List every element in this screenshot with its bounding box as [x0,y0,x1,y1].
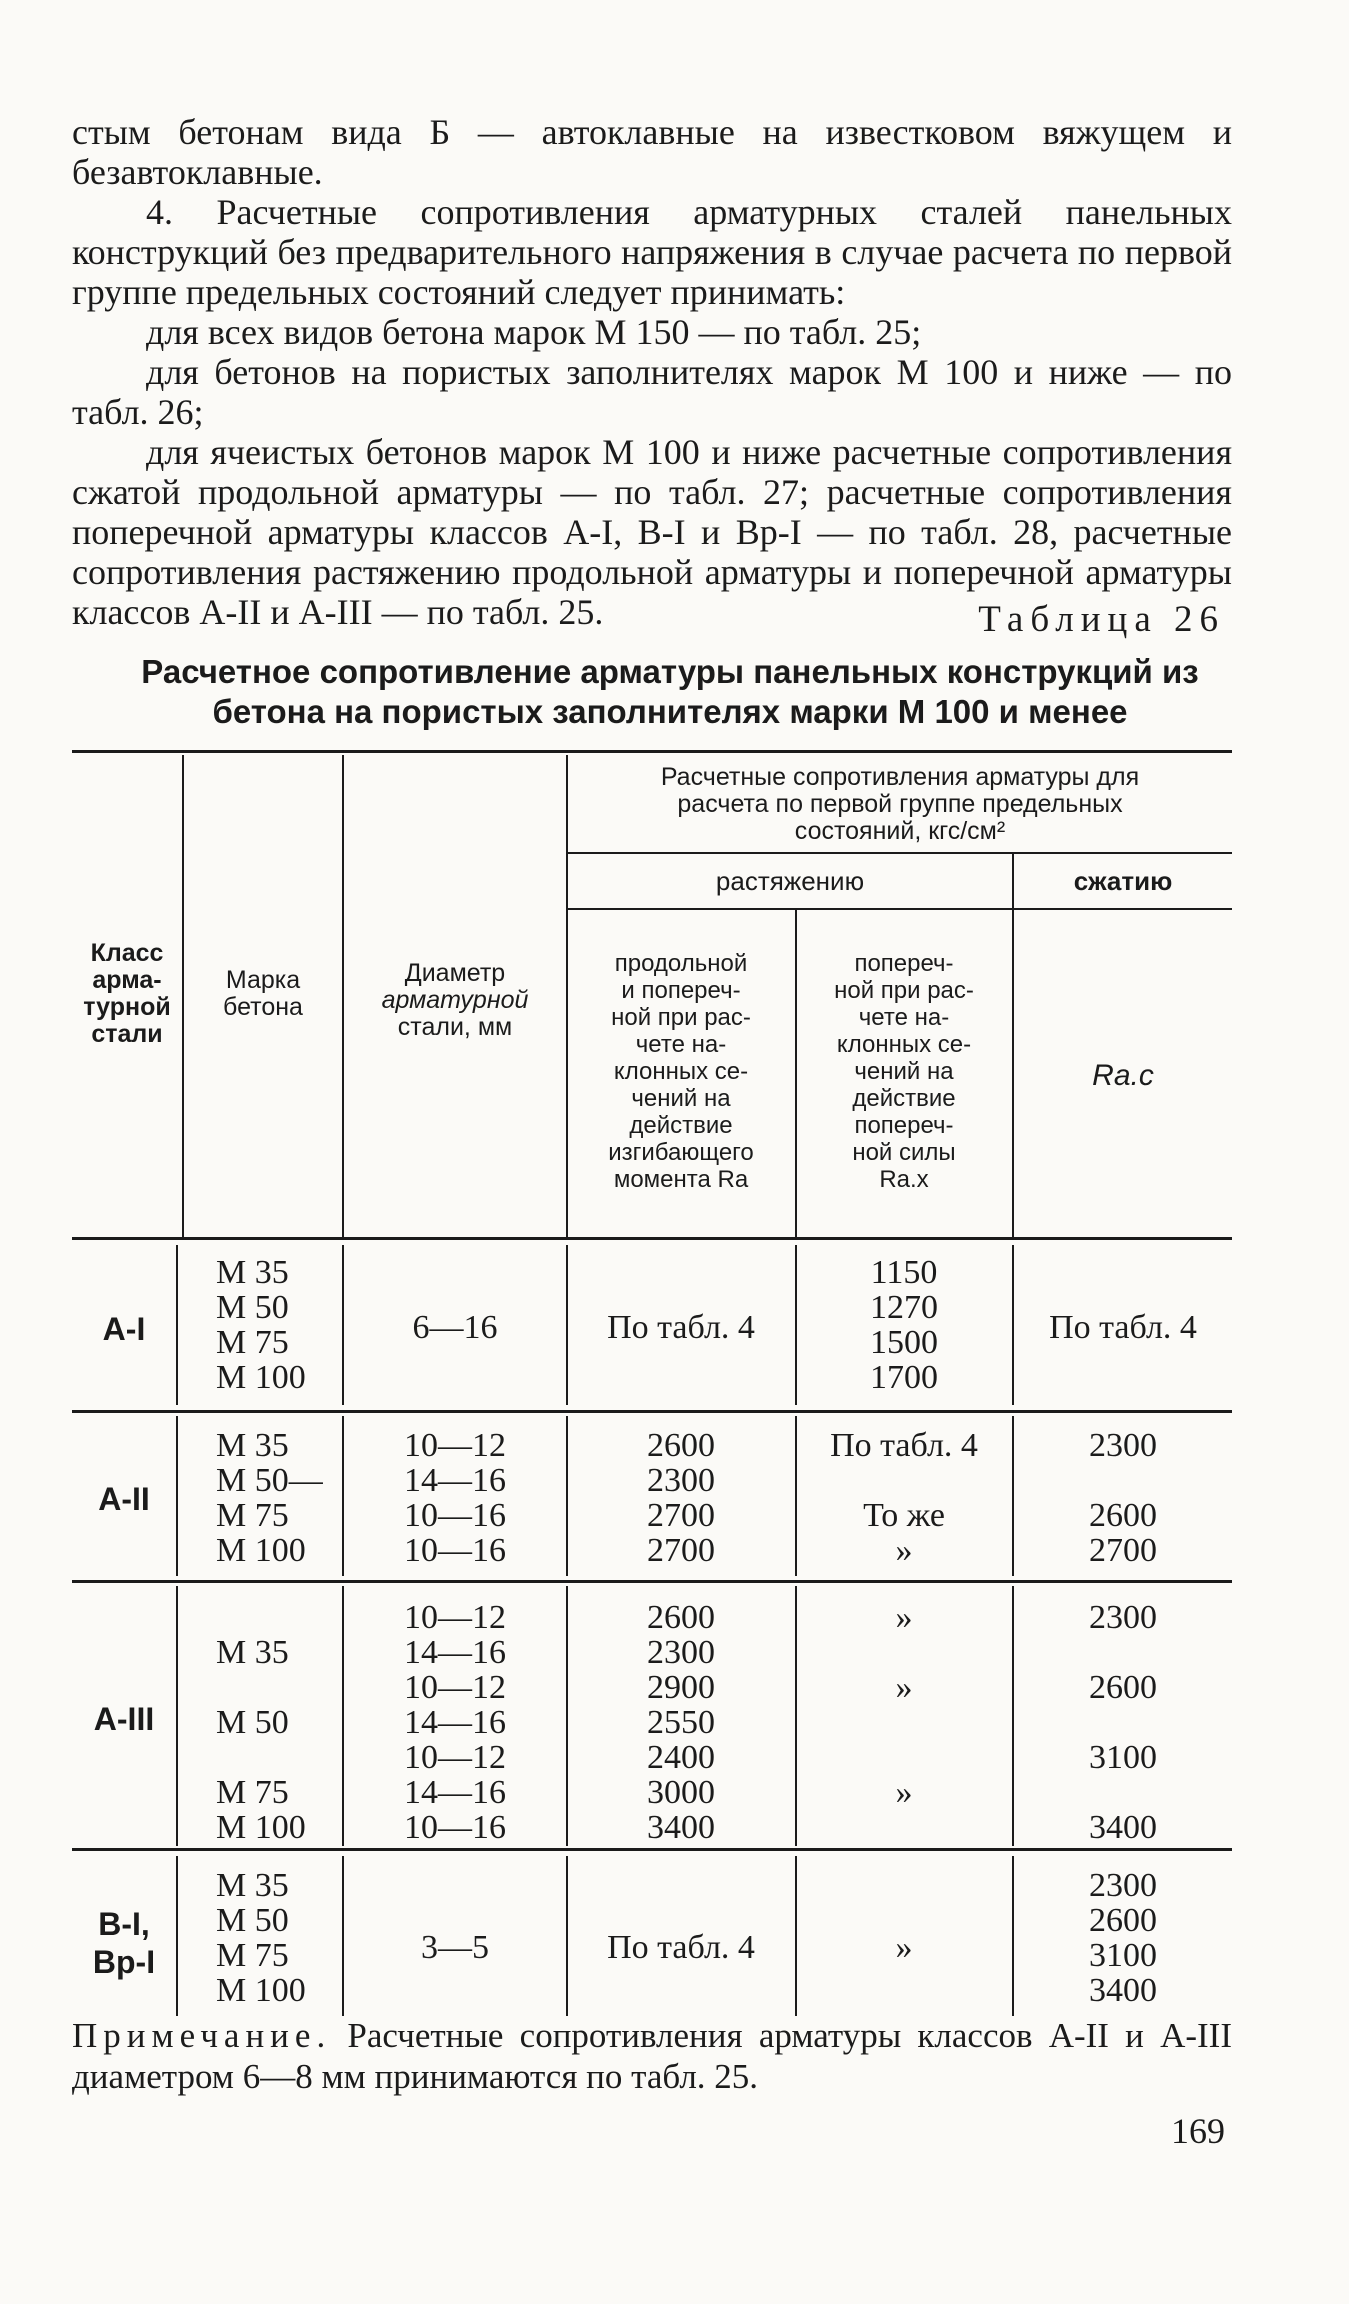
page-number: 169 [1171,2111,1225,2151]
table-rule [566,1416,568,1576]
table-rule [566,755,568,1237]
table-rule [568,908,1232,910]
ra-cell: По табл. 4 [607,1309,755,1346]
table-rule [176,1856,178,2016]
class-cell: А-I [102,1311,146,1347]
header-class: Класс арма- турной стали [83,939,171,1048]
header-transverse: попереч- ной при рас- чете на- клонных се- чений на действие попереч- ной силы Rа.х [834,950,974,1193]
table-rule [795,1245,797,1405]
grade-cell: М 35 М 50 М 75 М 100 [216,1254,306,1396]
table-rule [342,755,344,1237]
intro-line1: стым бетонам вида Б — автоклавные на известковом вяжущем и безавтоклавные. [72,112,1232,192]
table-rule [1012,1586,1014,1846]
table-rule [176,1245,178,1405]
ra-cell: 2600 2300 2700 2700 [647,1427,715,1569]
table-rule [72,1848,1232,1851]
table-rule [795,1416,797,1576]
table-rule [566,1586,568,1846]
table-note [72,2015,1232,2097]
table-label: Таблица 26 [978,599,1225,640]
header-longitudinal: продольной и попереч- ной при рас- чете на- клонных се- чений на действие изгибающего момента Rа [608,950,754,1193]
table-rule [72,1237,1232,1240]
intro-item4: 4. Расчетные сопротивления арматурных сталей панельных конструкций без предварительного напряжения в случае расчета по первой группе предельных состояний следует принимать: [72,192,1232,312]
table-rule [1012,1856,1014,2016]
table-rule [795,910,797,1237]
table-rule [1012,1245,1014,1405]
table-rule [566,1245,568,1405]
rax-cell: » » » [895,1599,913,1811]
ra-cell: По табл. 4 [607,1929,755,1966]
table-rule [1012,1416,1014,1576]
rax-cell: » [895,1929,913,1966]
rac-cell: 2300 2600 3100 3400 [1089,1867,1157,2009]
ra-cell: 2600 2300 2900 2550 2400 3000 3400 [647,1599,715,1846]
grade-cell: М 35 М 50— М 75 М 100 [216,1427,323,1569]
table-rule [795,1856,797,2016]
table-rule [72,750,1232,753]
note-lead: Примечание. [72,2016,332,2055]
intro-line-c: для ячеистых бетонов марок М 100 и ниже расчетные сопротивления сжатой продольной арматуры — по табл. 27; расчетные сопротивления поперечной арматуры классов А-I, В-I и Вр-I — по табл. 28, расчетные сопротивления растяжению продольной арматуры и поперечной арматуры классов А-II и А-III — по табл. 25. [72,432,1232,632]
diameter-cell: 10—12 14—16 10—16 10—16 [404,1427,506,1569]
table-rule [176,1586,178,1846]
table-rule [1012,854,1014,1237]
note-text: Расчетные сопротивления арматуры классов А-II и А-III диаметром 6—8 мм принимаются по табл. 25. [72,2016,1232,2096]
header-diameter: Диаметр арматурной стали, мм [381,959,529,1041]
table-title-line1: Расчетное сопротивление арматуры панельных конструкций из [141,653,1199,690]
header-grade: Марка бетона [223,966,303,1021]
diameter-cell: 10—12 14—16 10—12 14—16 10—12 14—16 10—16 [404,1599,506,1846]
table-rule [72,1410,1232,1413]
diameter-cell: 6—16 [412,1309,498,1346]
class-cell: А-II [98,1481,150,1517]
rac-cell: 2300 2600 2700 [1089,1427,1157,1569]
header-resistance-group: Расчетные сопротивления арматуры для расчета по первой группе предельных состояний, кгс/см² [660,763,1140,845]
table-rule [176,1416,178,1576]
table-rule [566,1856,568,2016]
table-rule [182,755,184,1237]
table-rule [568,852,1232,854]
header-compression: сжатию [1073,866,1173,896]
table-title [80,652,1260,732]
intro-line-b: для бетонов на пористых заполнителях марок М 100 и ниже — по табл. 26; [72,352,1232,432]
header-compression-symbol: Rа.с [1092,1059,1154,1092]
rax-cell: 1150 1270 1500 1700 [870,1254,938,1396]
intro-line-a: для всех видов бетона марок М 150 — по табл. 25; [146,312,922,352]
grade-cell: М 35 М 50 М 75 М 100 [216,1634,306,1846]
table-title-line2: бетона на пористых заполнителях марки М 100 и менее [212,693,1128,730]
header-tension: растяжению [715,866,865,896]
class-cell: А-III [93,1701,155,1737]
rac-cell: По табл. 4 [1049,1309,1197,1346]
diameter-cell: 3—5 [421,1929,489,1966]
rac-cell: 2300 2600 3100 3400 [1089,1599,1157,1846]
class-cell: В-I, Вр-I [92,1906,156,1980]
rax-cell: По табл. 4 То же » [830,1427,978,1569]
table-rule [795,1586,797,1846]
table-rule [72,1580,1232,1583]
grade-cell: М 35 М 50 М 75 М 100 [216,1867,306,2009]
